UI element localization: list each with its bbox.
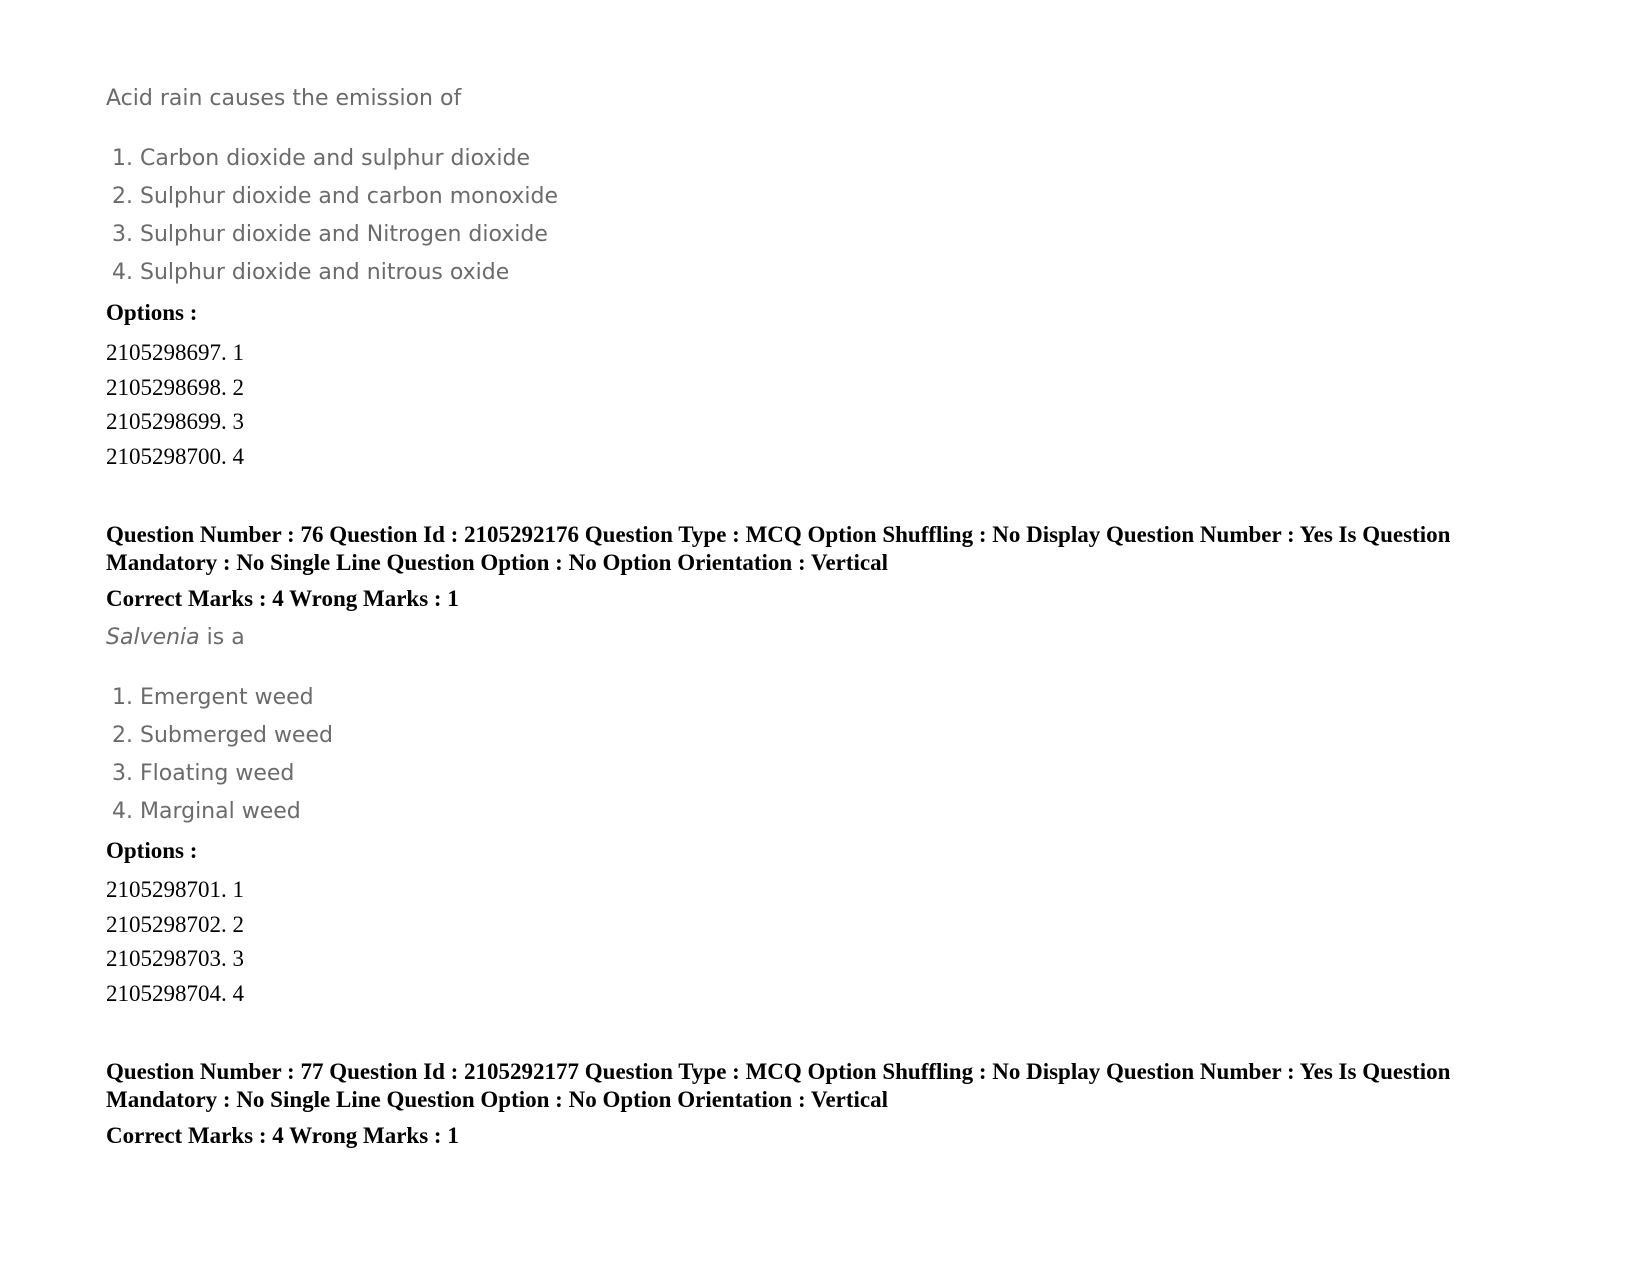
choice-item: 3. Sulphur dioxide and Nitrogen dioxide bbox=[112, 222, 548, 247]
choice-item: 3. Floating weed bbox=[112, 761, 295, 786]
choice-item: 1. Emergent weed bbox=[112, 685, 314, 710]
option-item: 2105298697. 1 bbox=[106, 340, 244, 365]
question-choices bbox=[112, 140, 558, 292]
options-heading: Options : bbox=[106, 300, 198, 325]
question-stem: Acid rain causes the emission of bbox=[106, 86, 462, 111]
choice-item: 2. Submerged weed bbox=[112, 723, 333, 748]
question-choices bbox=[112, 679, 333, 831]
options-heading: Options : bbox=[106, 838, 198, 863]
options-list bbox=[106, 336, 244, 474]
option-item: 2105298698. 2 bbox=[106, 374, 244, 400]
option-item: 2105298702. 2 bbox=[106, 911, 244, 937]
option-item: 2105298700. 4 bbox=[106, 443, 244, 469]
question-stem bbox=[106, 625, 245, 650]
option-item: 2105298703. 3 bbox=[106, 946, 244, 971]
choice-item: 4. Sulphur dioxide and nitrous oxide bbox=[112, 260, 510, 285]
question-meta: Question Number : 76 Question Id : 2105292176 Question Type : MCQ Option Shuffling : No Display Question Number : Yes Is Question Mandatory : No Single Line Question Option : No Option Orientation : Vertical bbox=[106, 522, 1451, 575]
option-item: 2105298699. 3 bbox=[106, 409, 244, 434]
question-marks: Correct Marks : 4 Wrong Marks : 1 bbox=[106, 586, 459, 611]
option-item: 2105298701. 1 bbox=[106, 877, 244, 902]
choice-item: 4. Marginal weed bbox=[112, 799, 301, 824]
species-name: Salvenia bbox=[106, 625, 200, 650]
choice-item: 1. Carbon dioxide and sulphur dioxide bbox=[112, 146, 530, 171]
option-item: 2105298704. 4 bbox=[106, 980, 244, 1006]
question-marks: Correct Marks : 4 Wrong Marks : 1 bbox=[106, 1123, 459, 1148]
options-list bbox=[106, 873, 244, 1011]
choice-item: 2. Sulphur dioxide and carbon monoxide bbox=[112, 184, 558, 209]
stem-text: is a bbox=[199, 625, 245, 650]
question-meta: Question Number : 77 Question Id : 2105292177 Question Type : MCQ Option Shuffling : No Display Question Number : Yes Is Question Mandatory : No Single Line Question Option : No Option Orientation : Vertical bbox=[106, 1059, 1451, 1112]
